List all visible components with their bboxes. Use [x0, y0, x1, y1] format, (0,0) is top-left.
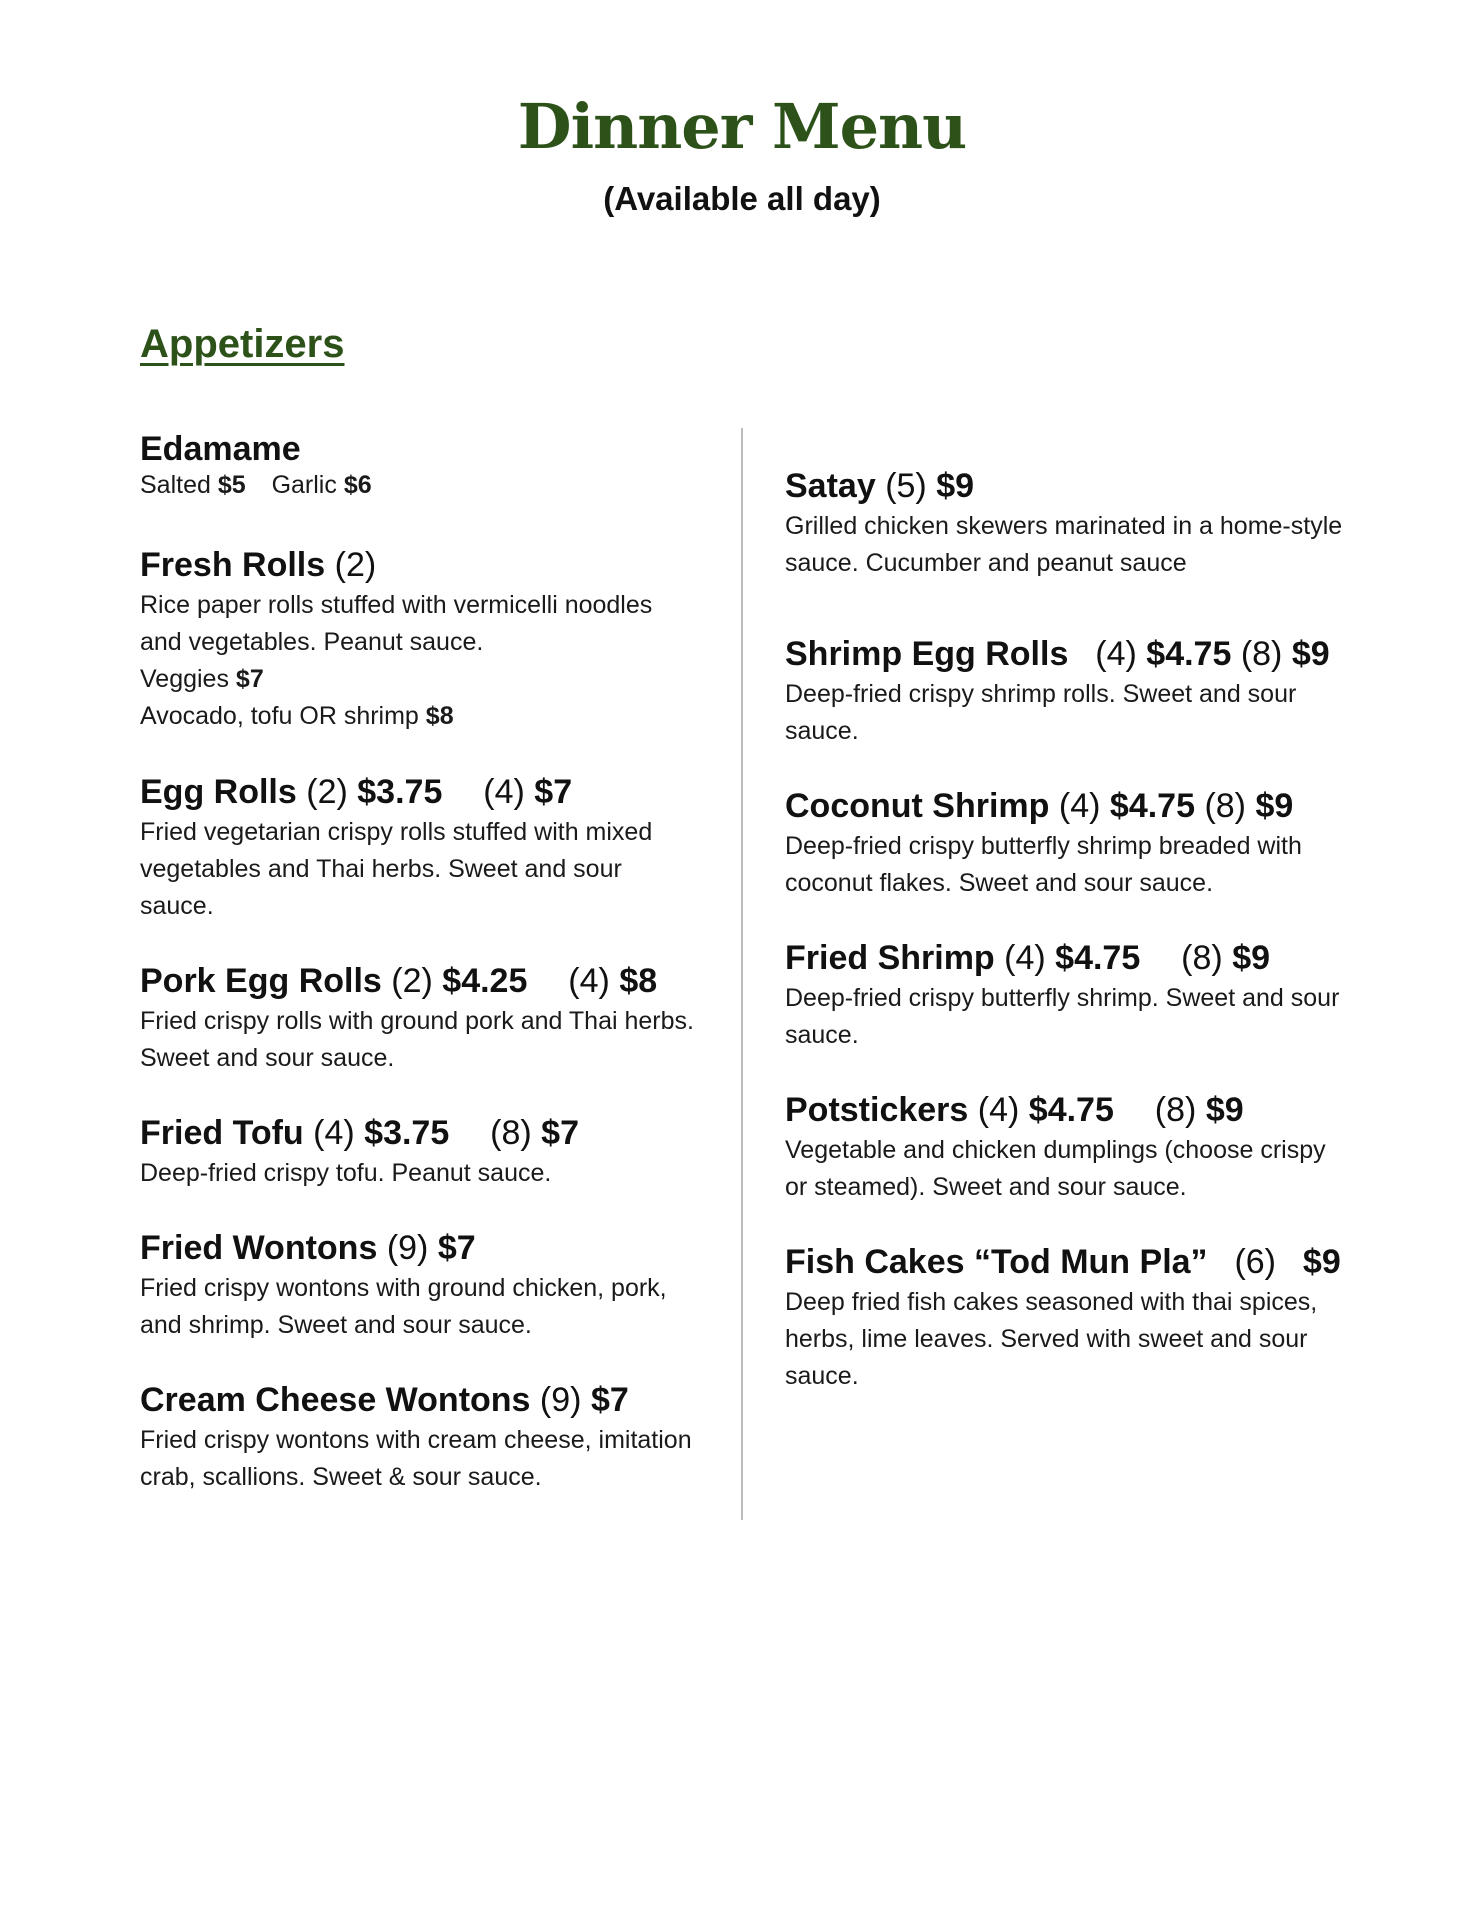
item-price: $9: [1291, 635, 1330, 673]
item-name: [140, 1378, 700, 1422]
item-price: $7: [590, 1381, 629, 1419]
menu-item-coconut-shrimp: [785, 784, 1345, 902]
item-price: $4.75: [1109, 787, 1195, 825]
item-price: $4.75: [1146, 635, 1232, 673]
item-title: Shrimp Egg Rolls: [785, 635, 1069, 673]
menu-item-egg-rolls: [140, 770, 700, 925]
item-count: (2): [306, 773, 348, 811]
menu-item-fried-wontons: [140, 1226, 700, 1344]
item-count: (5): [885, 467, 927, 505]
item-description: Fried crispy rolls with ground pork and Thai herbs. Sweet and sour sauce.: [140, 1007, 694, 1072]
item-desc-text: Rice paper rolls stuffed with vermicelli noodles and vegetables. Peanut sauce.: [140, 591, 653, 656]
option-price: $6: [343, 471, 372, 499]
item-title: Fried Shrimp: [785, 939, 995, 977]
item-count: (4): [313, 1114, 355, 1152]
item-description: [140, 587, 700, 735]
item-price: $9: [1302, 1243, 1341, 1281]
item-price: $4.75: [1028, 1091, 1114, 1129]
item-name: [140, 427, 700, 471]
menu-item-pork-egg-rolls: [140, 959, 700, 1077]
menu-item-fried-shrimp: [785, 936, 1345, 1054]
option-label: Avocado, tofu OR shrimp: [140, 702, 419, 730]
item-count: (9): [386, 1229, 429, 1267]
item-description: Vegetable and chicken dumplings (choose crispy or steamed). Sweet and sour sauce.: [785, 1136, 1326, 1201]
menu-item-shrimp-egg-rolls: [785, 632, 1345, 750]
item-name: [785, 936, 1345, 980]
item-count: (6): [1234, 1243, 1277, 1281]
menu-item-cream-cheese-wontons: [140, 1378, 700, 1496]
item-title: Coconut Shrimp: [785, 787, 1050, 825]
item-price: $9: [936, 467, 975, 505]
item-option: [140, 698, 700, 735]
menu-item-fried-tofu: [140, 1111, 700, 1192]
item-title: Fresh Rolls: [140, 546, 326, 584]
item-name: [785, 464, 1345, 508]
item-count: (4): [568, 962, 610, 1000]
item-count: (8): [1154, 1091, 1197, 1129]
item-price: $7: [534, 773, 573, 811]
menu-item-fish-cakes: [785, 1240, 1345, 1395]
item-count: (4): [1058, 787, 1101, 825]
item-count: (8): [1240, 635, 1283, 673]
item-description: Fried crispy wontons with cream cheese, imitation crab, scallions. Sweet & sour sauce.: [140, 1426, 692, 1491]
item-name: [140, 1111, 700, 1155]
column-divider: [741, 428, 743, 1520]
menu-item-fresh-rolls: [140, 543, 700, 735]
item-name: [140, 770, 700, 814]
item-name: [785, 784, 1345, 828]
item-name: [785, 1088, 1345, 1132]
item-title: Pork Egg Rolls: [140, 962, 382, 1000]
right-column: [785, 464, 1345, 1395]
item-title: Cream Cheese Wontons: [140, 1381, 531, 1419]
option-price: $7: [235, 665, 264, 693]
option-label: Garlic: [271, 471, 337, 499]
item-price: $4.75: [1055, 939, 1141, 977]
page-title: Dinner Menu: [517, 90, 967, 163]
option-label: Salted: [140, 471, 211, 499]
page-subtitle: (Available all day): [603, 180, 881, 217]
item-title: Edamame: [140, 430, 301, 468]
menu-item-potstickers: [785, 1088, 1345, 1206]
item-count: (4): [977, 1091, 1020, 1129]
item-price: $8: [619, 962, 658, 1000]
item-count: (2): [334, 546, 377, 584]
item-title: Fish Cakes “Tod Mun Pla”: [785, 1243, 1208, 1281]
item-price: $3.75: [364, 1114, 450, 1152]
item-description: Deep-fried crispy butterfly shrimp breaded with coconut flakes. Sweet and sour sauce.: [785, 832, 1302, 897]
option-label: Veggies: [140, 665, 229, 693]
item-description: Deep-fried crispy shrimp rolls. Sweet and sour sauce.: [785, 680, 1297, 745]
item-count: (9): [539, 1381, 582, 1419]
item-title: Fried Wontons: [140, 1229, 378, 1267]
left-column: [140, 427, 700, 1496]
menu-item-edamame: [140, 427, 700, 504]
item-description: Fried vegetarian crispy rolls stuffed with mixed vegetables and Thai herbs. Sweet and sour sauce.: [140, 818, 653, 920]
item-count: (8): [1181, 939, 1223, 977]
item-description: Fried crispy wontons with ground chicken, pork, and shrimp. Sweet and sour sauce.: [140, 1274, 667, 1339]
item-price: $4.25: [442, 962, 528, 1000]
item-count: (2): [391, 962, 433, 1000]
item-count: (4): [1004, 939, 1046, 977]
item-description: Grilled chicken skewers marinated in a home-style sauce. Cucumber and peanut sauce: [785, 512, 1343, 577]
item-name: [140, 959, 700, 1003]
item-price: $9: [1255, 787, 1294, 825]
item-name: [785, 1240, 1345, 1284]
item-title: Egg Rolls: [140, 773, 297, 811]
item-price: $7: [437, 1229, 476, 1267]
item-description: Deep fried fish cakes seasoned with thai spices, herbs, lime leaves. Served with sweet and sour sauce.: [785, 1288, 1318, 1390]
item-title: Satay: [785, 467, 876, 505]
item-count: (8): [1204, 787, 1247, 825]
item-options: [140, 467, 700, 504]
item-count: (4): [1095, 635, 1137, 673]
menu-item-satay: [785, 464, 1345, 582]
item-description: Deep-fried crispy butterfly shrimp. Sweet and sour sauce.: [785, 984, 1340, 1049]
item-option: [140, 661, 700, 698]
section-title-appetizers: Appetizers: [140, 322, 345, 366]
option-price: $5: [217, 471, 246, 499]
item-price: $9: [1205, 1091, 1244, 1129]
item-name: [140, 1226, 700, 1270]
item-count: (8): [490, 1114, 532, 1152]
item-price: $7: [541, 1114, 579, 1152]
item-price: $3.75: [357, 773, 443, 811]
item-price: $9: [1232, 939, 1271, 977]
item-count: (4): [483, 773, 525, 811]
item-name: [785, 632, 1345, 676]
item-title: Fried Tofu: [140, 1114, 304, 1152]
item-description: Deep-fried crispy tofu. Peanut sauce.: [140, 1159, 552, 1187]
item-title: Potstickers: [785, 1091, 969, 1129]
item-name: [140, 543, 700, 587]
option-price: $8: [425, 702, 454, 730]
